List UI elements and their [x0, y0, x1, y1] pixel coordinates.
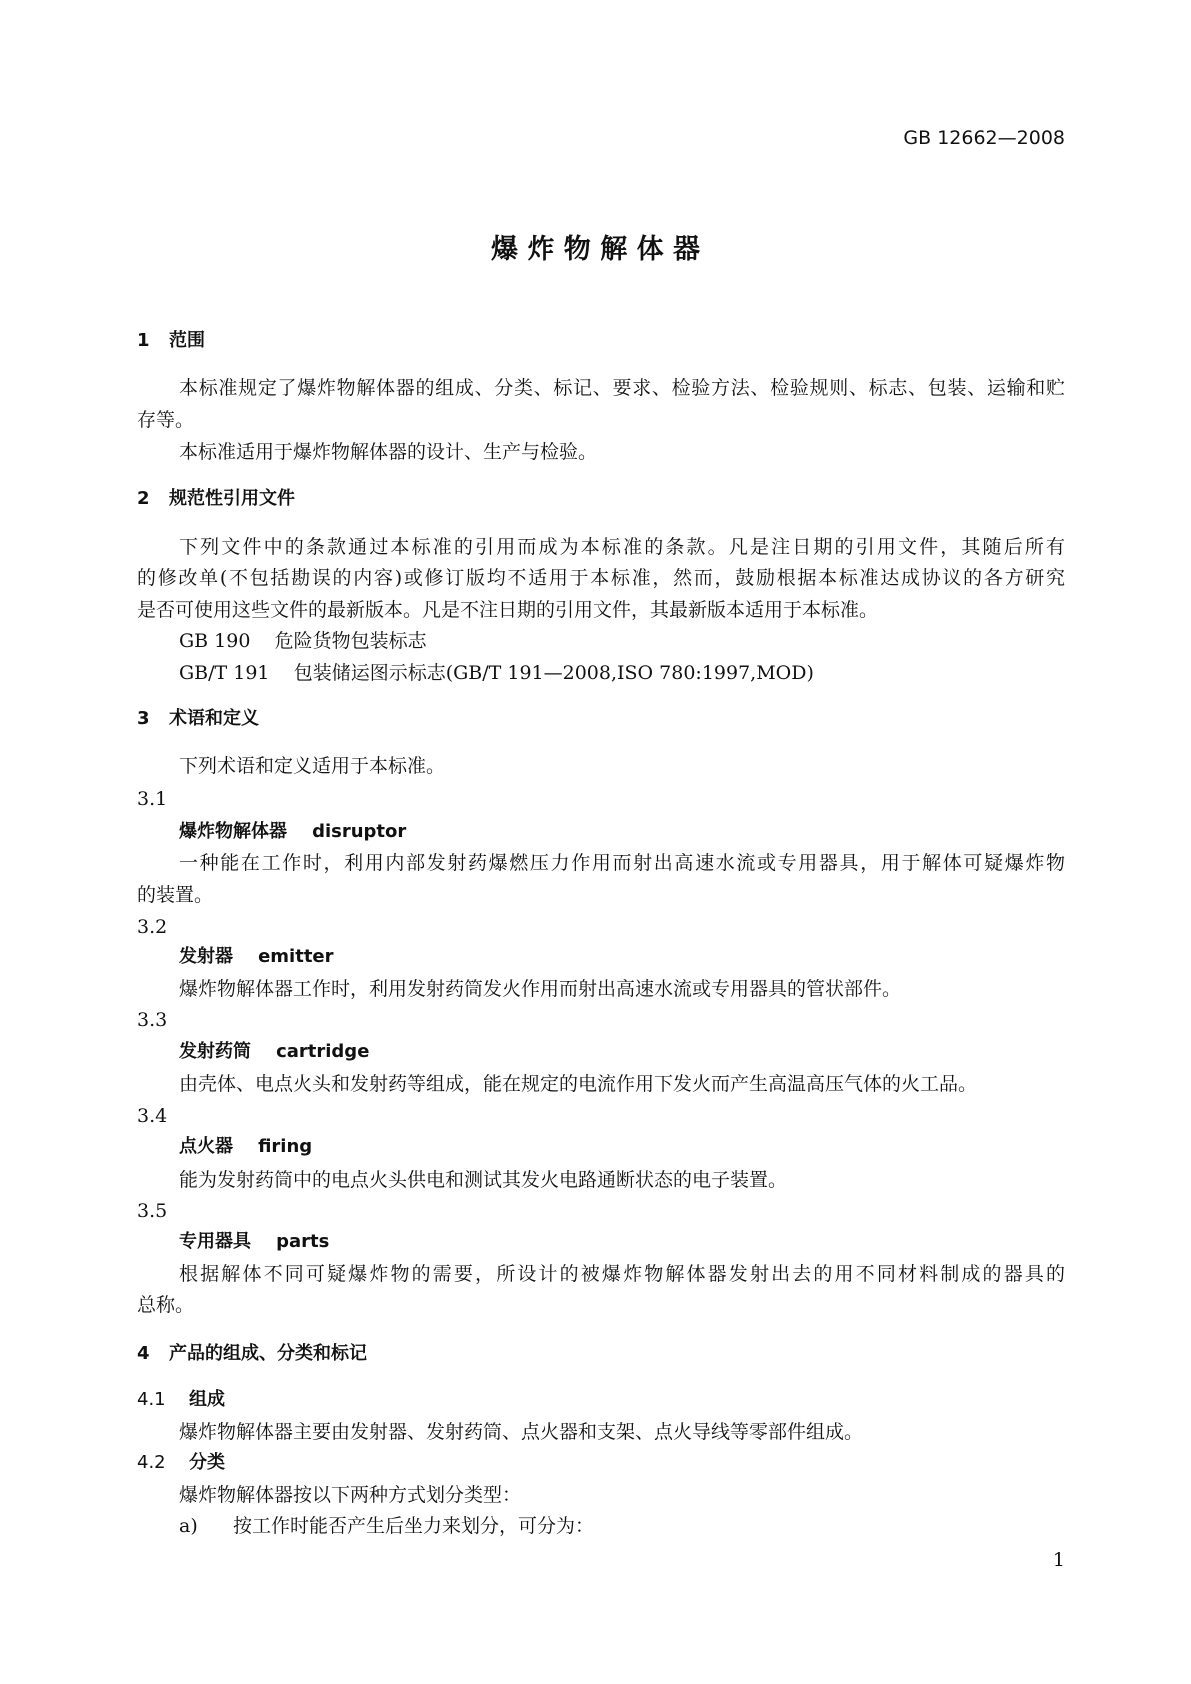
- term-number: 3.2: [137, 916, 168, 938]
- term-number: 3.5: [137, 1200, 168, 1222]
- term-title: 爆炸物解体器 disruptor: [179, 821, 407, 842]
- term-title: 专用器具 parts: [179, 1231, 330, 1252]
- paragraph: 下列文件中的条款通过本标准的引用而成为本标准的条款。凡是注日期的引用文件，其随后所有: [179, 536, 1065, 558]
- standard-code: GB 12662—2008: [903, 127, 1065, 149]
- reference-item: GB/T 191 包装储运图示标志(GB/T 191—2008,ISO 780:1997,MOD): [179, 662, 814, 684]
- paragraph: 本标准适用于爆炸物解体器的设计、生产与检验。: [179, 441, 598, 463]
- term-number: 3.3: [137, 1009, 168, 1031]
- term-definition: 总称。: [137, 1294, 195, 1316]
- term-title: 发射药筒 cartridge: [179, 1041, 370, 1062]
- term-number: 3.1: [137, 788, 168, 810]
- paragraph: 是否可使用这些文件的最新版本。凡是不注日期的引用文件，其最新版本适用于本标准。: [137, 599, 879, 621]
- page-number: 1: [1052, 1549, 1065, 1571]
- paragraph: 爆炸物解体器按以下两种方式划分类型：: [179, 1484, 522, 1506]
- term-title: 发射器 emitter: [179, 946, 334, 967]
- subsection-heading-4-1: 4.1 组成: [137, 1389, 225, 1410]
- section-heading-3: 3 术语和定义: [137, 708, 259, 729]
- section-heading-1: 1 范围: [137, 330, 205, 351]
- term-definition: 能为发射药筒中的电点火头供电和测试其发火电路通断状态的电子装置。: [179, 1169, 788, 1191]
- document-title: 爆 炸 物 解 体 器: [491, 234, 700, 265]
- paragraph: 存等。: [137, 409, 195, 431]
- term-definition: 由壳体、电点火头和发射药等组成，能在规定的电流作用下发火而产生高温高压气体的火工品。: [179, 1073, 978, 1095]
- term-definition: 根据解体不同可疑爆炸物的需要，所设计的被爆炸物解体器发射出去的用不同材料制成的器具的: [179, 1263, 1065, 1285]
- paragraph: 爆炸物解体器主要由发射器、发射药筒、点火器和支架、点火导线等零部件组成。: [179, 1421, 864, 1443]
- subsection-heading-4-2: 4.2 分类: [137, 1452, 225, 1473]
- term-title: 点火器 firing: [179, 1136, 313, 1157]
- paragraph: 本标准规定了爆炸物解体器的组成、分类、标记、要求、检验方法、检验规则、标志、包装、运输和贮: [179, 377, 1065, 399]
- section-heading-2: 2 规范性引用文件: [137, 488, 295, 509]
- term-number: 3.4: [137, 1105, 168, 1127]
- reference-item: GB 190 危险货物包装标志: [179, 630, 427, 652]
- list-item: a) 按工作时能否产生后坐力来划分，可分为：: [179, 1515, 595, 1537]
- section-heading-4: 4 产品的组成、分类和标记: [137, 1343, 367, 1364]
- paragraph: 的修改单(不包括勘误的内容)或修订版均不适用于本标准，然而，鼓励根据本标准达成协议的各方研究: [137, 567, 1065, 589]
- term-definition: 一种能在工作时，利用内部发射药爆燃压力作用而射出高速水流或专用器具，用于解体可疑爆炸物: [179, 852, 1065, 874]
- term-definition: 爆炸物解体器工作时，利用发射药筒发火作用而射出高速水流或专用器具的管状部件。: [179, 978, 902, 1000]
- paragraph: 下列术语和定义适用于本标准。: [179, 755, 446, 777]
- term-definition: 的装置。: [137, 884, 214, 906]
